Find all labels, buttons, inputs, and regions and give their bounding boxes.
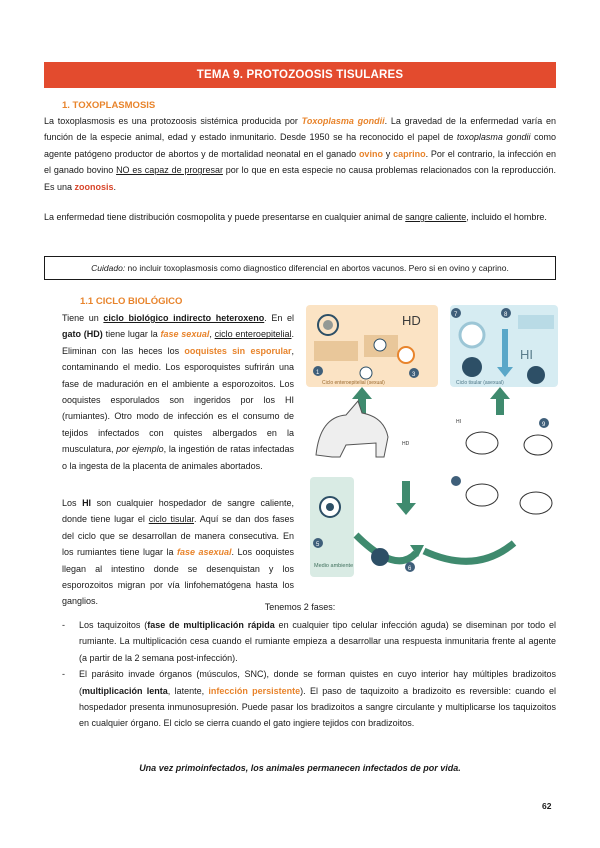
sheep-illustration [466,432,498,454]
toxoplasma-life-cycle-figure [306,305,558,593]
svg-text:5: 5 [316,542,320,548]
note-label: Cuidado: [91,263,126,273]
warning-note-box [44,256,556,280]
hi-small-label: HI [456,419,461,425]
list-item: - El parásito invade órganos (músculos, SNC), donde se forman quistes en cuyo interior hay múltiples bradizoitos (multiplicación lenta, latente, infección persistente). El paso de taquizoito a bradizoito es reversible: cuando el hospedador presenta inmunosupresión. Puede pasar los bradizoitos a sangre circulante y multiplicarse los taquizoitos en cualquier órgano. El ciclo se cierra cuando el gato ingiere tejidos con bradizoitos. [62,669,557,729]
phases-intro: Tenemos 2 fases: [264,602,336,612]
note-text: no incluir toxoplasmosis como diagnostico diferencial en abortos vacunos. Pero si en ovino y caprino. [125,263,509,273]
hd-label: HD [402,313,421,328]
svg-text:9: 9 [542,422,546,428]
section-heading-toxoplasmosis: 1. TOXOPLASMOSIS [62,100,156,111]
list-item: - Los taquizoitos (fase de multiplicación rápida en cualquier tipo celular infección aguda) se diseminan por todo el rumiante. La multiplicación cesa cuando el rumiante empieza a desarrollar una respuesta inmunitaria frente al agente (a partir de la 2 semana post-infección). [62,620,556,663]
svg-text:7: 7 [454,312,458,318]
cycle-paragraph: Tiene un ciclo biológico indirecto heteroxeno. En el gato (HD) tiene lugar la fase sexual, ciclo enteroepitelial. Eliminan con las heces los ooquistes sin esporular, contaminando el medio. Los esporoquistes sufrirán una fase de maduración en el ambiente a esporozoitos. Los ooquistes esporulados son ingeridos por los HI (rumiantes). Otro modo de infección es el consumo de tejidos infectados con quistes albergados en la musculatura, por ejemplo, la ingestión de ratas infectadas o la ingesta de la placenta de animales abortados. [62,313,294,471]
up-arrow-hd [352,387,372,399]
down-arrow-shaft [502,329,508,367]
hi-paragraph: Los HI son cualquier hospedador de sangre caliente, donde tiene lugar el ciclo tisular. Aquí se dan dos fases del ciclo que se desarrollan de manera consecutiva. En los rumiantes tiene lugar la fase asexual. Los ooquistes llegan al intestino donde se desenquistan y los esporozoitos migran por vía linfohematógena hasta los ganglios. [62,498,295,607]
tachyzoite-cell [460,323,484,347]
tissue-cyst [462,357,482,377]
page-number: 62 [542,801,552,811]
hd-panel-caption: Ciclo enteroepitelial (sexual) [322,380,385,386]
cat-illustration [316,401,388,457]
closing-statement: Una vez primoinfectados, los animales permanecen infectados de por vida. [139,763,461,773]
svg-text:3: 3 [412,372,416,378]
svg-text:6: 6 [408,566,412,572]
section-heading-ciclo-biologico: 1.1 CICLO BIOLÓGICO [80,296,183,307]
environment-caption: Medio ambiente [314,563,354,569]
intestinal-cells [314,341,358,361]
phases-list [62,617,556,732]
svg-text:1: 1 [316,370,320,376]
distribution-paragraph: La enfermedad tiene distribución cosmopolita y puede presentarse en cualquier animal de sangre caliente, incluido el hombre. [44,212,547,222]
hi-label: HI [520,347,533,362]
curved-arrow-hosts [424,543,514,561]
hi-panel-caption: Ciclo tisular (asexual) [456,380,504,386]
environment-panel [310,477,354,577]
page-title: TEMA 9. PROTOZOOSIS TISULARES [44,62,556,88]
svg-text:8: 8 [504,312,508,318]
intro-paragraph: La toxoplasmosis es una protozoosis sistémica producida por Toxoplasma gondii. La gravedad de la enfermedad varía en función de la especie animal, edad y estado inmunitario. Desde 1950 se ha reconocido el papel de toxoplasma gondii como agente patógeno productor de abortos y de mortalidad neonatal en el ganado ovino y caprino. Por el contrario, la infección en el ganado bovino NO es capaz de progresar por lo que en esta especie no causa problemas relacionados con la reproducción. Es una zoonosis. [44,116,557,192]
up-arrow-hi [490,387,510,399]
hd-small-label: HD [402,441,410,447]
